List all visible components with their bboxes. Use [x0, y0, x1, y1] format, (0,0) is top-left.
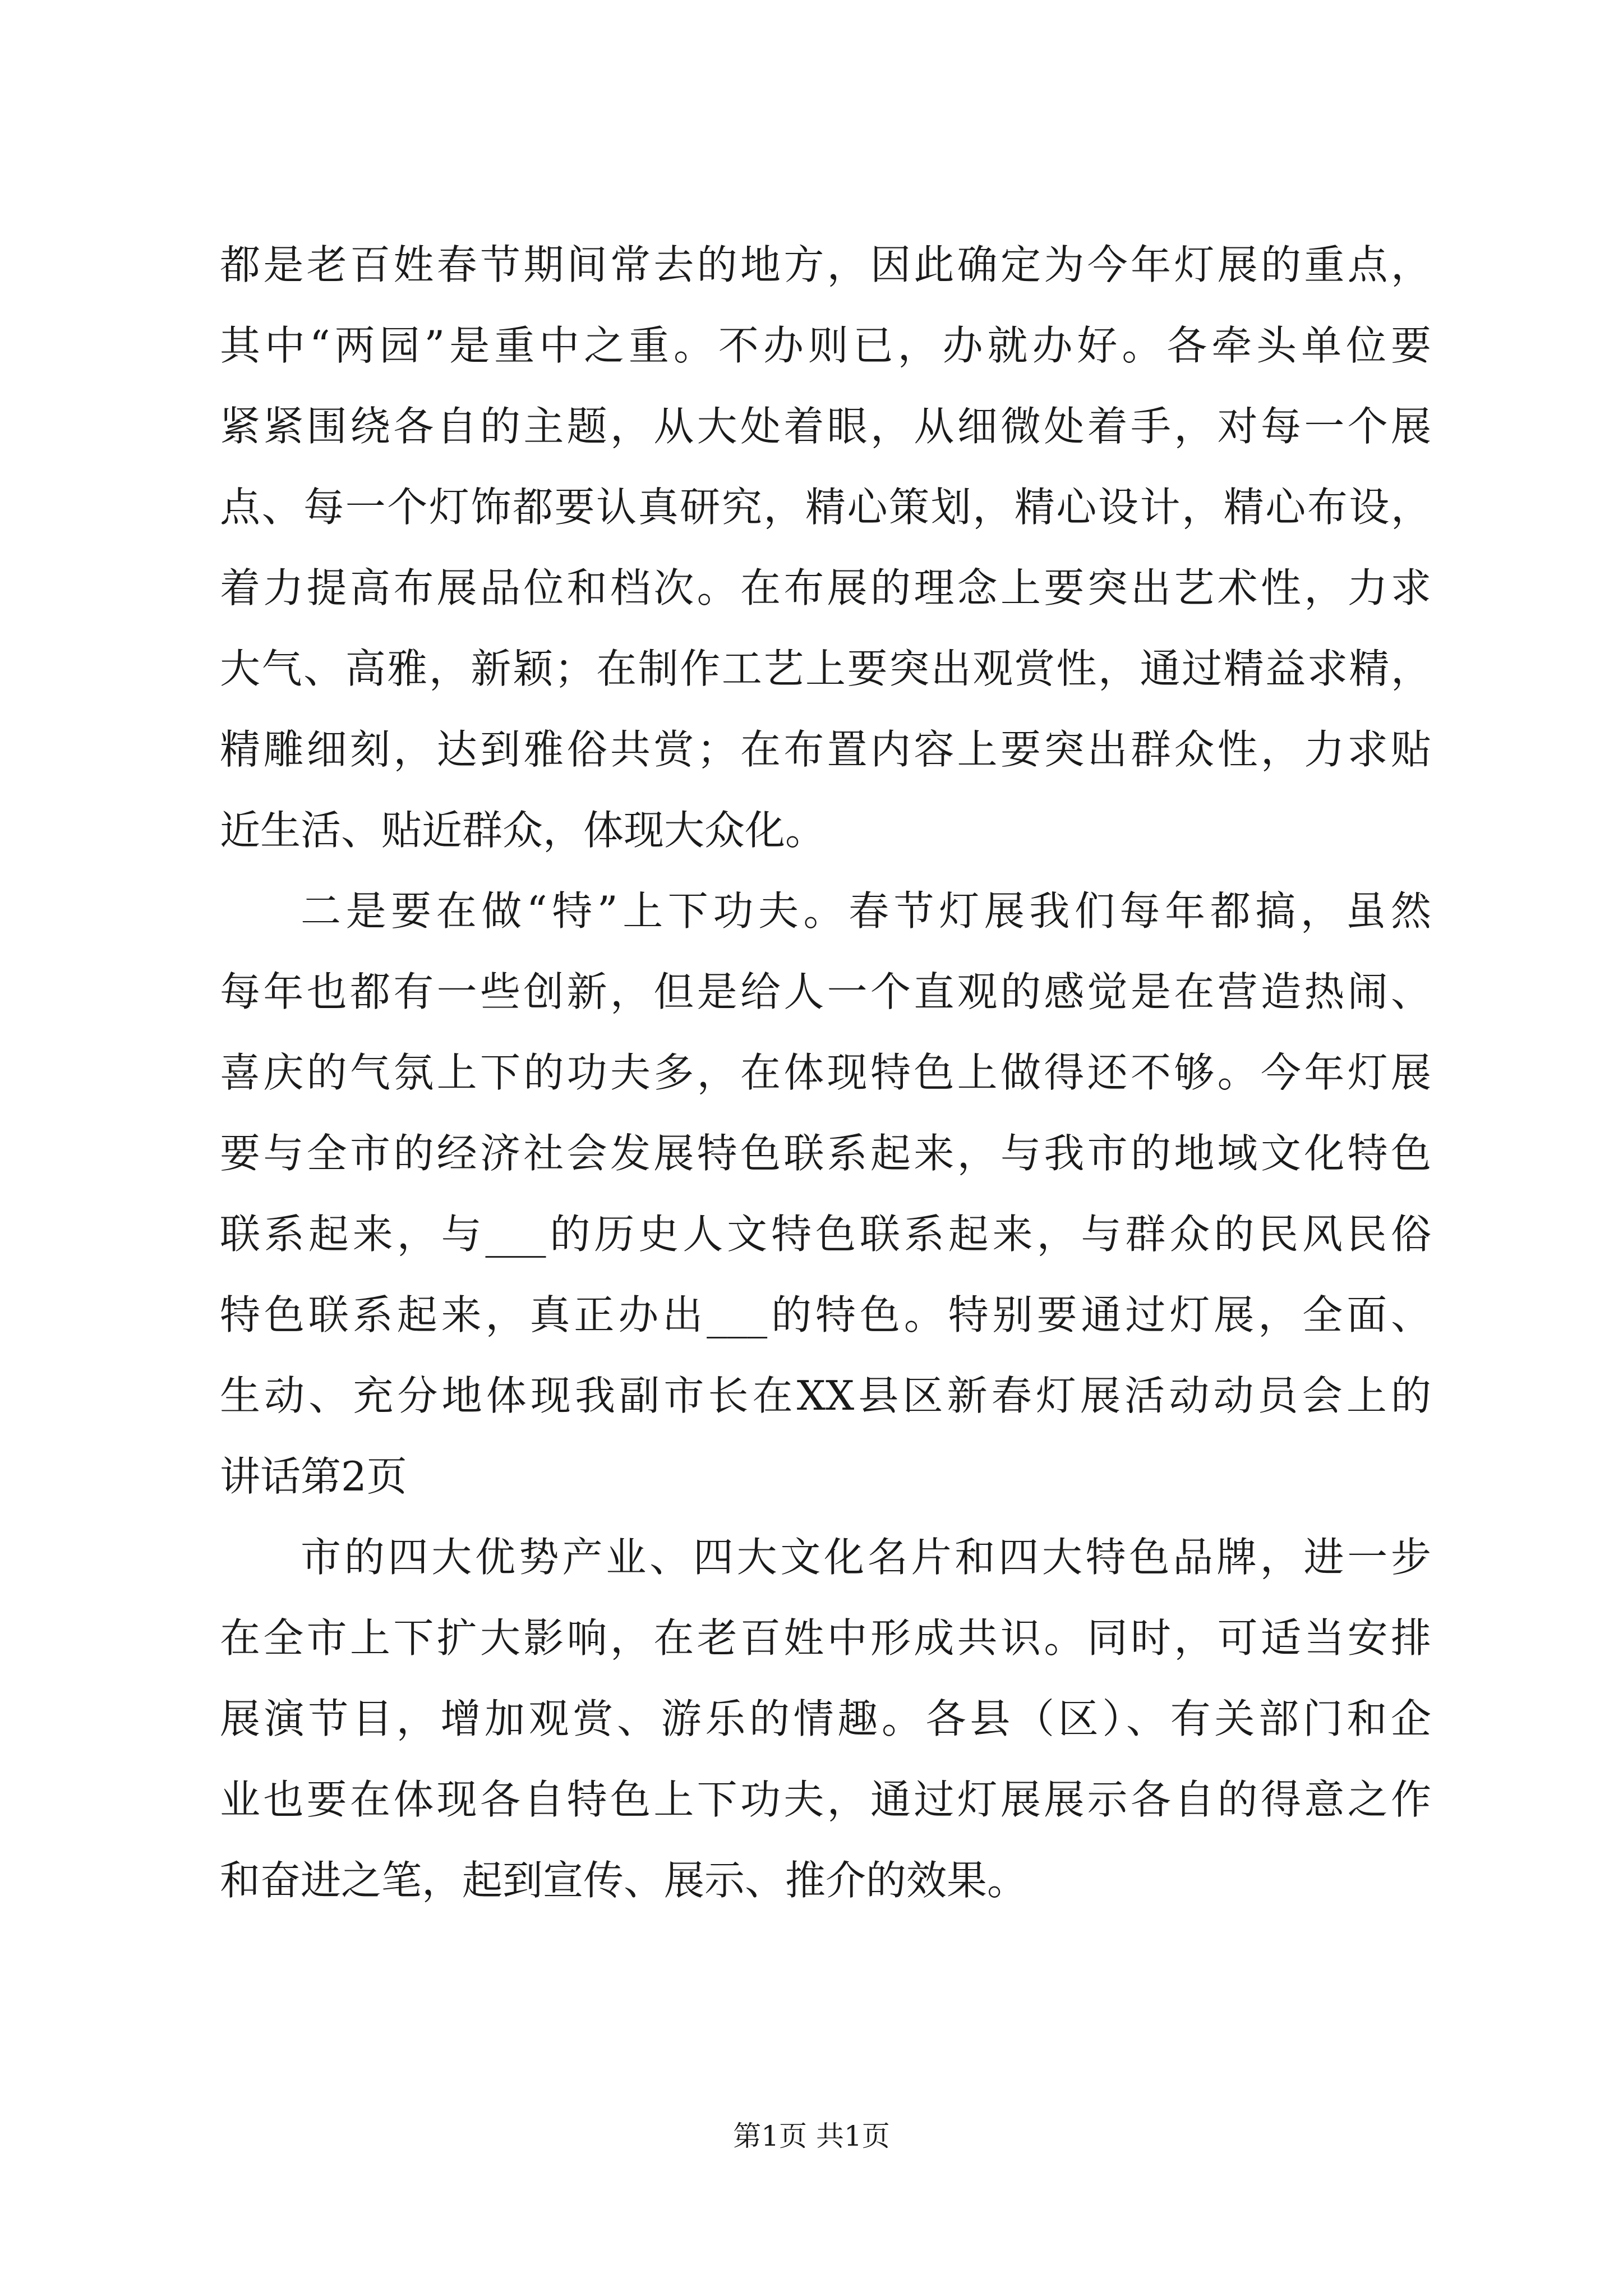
paragraph-line: 其中“两园”是重中之重。不办则已，办就办好。各牵头单位要 — [220, 322, 1431, 369]
paragraph-line: 都是老百姓春节期间常去的地方，因此确定为今年灯展的重点， — [220, 241, 1431, 288]
paragraph-line: 近生活、贴近群众，体现大众化。 — [220, 807, 826, 854]
paragraph-line: 喜庆的气氛上下的功夫多，在体现特色上做得还不够。今年灯展 — [220, 1049, 1431, 1096]
paragraph-line: 要与全市的经济社会发展特色联系起来，与我市的地域文化特色 — [220, 1130, 1431, 1177]
page-footer: 第1页 共1页 — [733, 2120, 890, 2152]
paragraph-line: 特色联系起来，真正办出___的特色。特别要通过灯展，全面、 — [220, 1291, 1431, 1338]
paragraph-line: 紧紧围绕各自的主题，从大处着眼，从细微处着手，对每一个展 — [220, 403, 1431, 450]
paragraph-line: 每年也都有一些创新，但是给人一个直观的感觉是在营造热闹、 — [220, 968, 1431, 1015]
paragraph-1 — [220, 224, 1431, 871]
document-body — [220, 224, 1431, 1921]
paragraph-line: 生动、充分地体现我副市长在XX县区新春灯展活动动员会上的 — [220, 1372, 1431, 1419]
paragraph-2 — [220, 871, 1431, 1517]
paragraph-line: 大气、高雅，新颖；在制作工艺上要突出观赏性，通过精益求精， — [220, 645, 1431, 692]
paragraph-line: 业也要在体现各自特色上下功夫，通过灯展展示各自的得意之作 — [220, 1776, 1431, 1823]
paragraph-line: 精雕细刻，达到雅俗共赏；在布置内容上要突出群众性，力求贴 — [220, 726, 1431, 773]
paragraph-line: 在全市上下扩大影响，在老百姓中形成共识。同时，可适当安排 — [220, 1614, 1431, 1662]
paragraph-line: 联系起来，与___的历史人文特色联系起来，与群众的民风民俗 — [220, 1211, 1431, 1258]
paragraph-line: 点、每一个灯饰都要认真研究，精心策划，精心设计，精心布设， — [220, 484, 1431, 531]
paragraph-line: 二是要在做“特”上下功夫。春节灯展我们每年都搞，虽然 — [301, 887, 1431, 935]
paragraph-line: 和奋进之笔，起到宣传、展示、推介的效果。 — [220, 1857, 1028, 1904]
paragraph-line: 市的四大优势产业、四大文化名片和四大特色品牌，进一步 — [301, 1534, 1431, 1581]
paragraph-line: 讲话第2页 — [220, 1453, 407, 1500]
paragraph-line: 着力提高布展品位和档次。在布展的理念上要突出艺术性，力求 — [220, 564, 1431, 611]
paragraph-3 — [220, 1517, 1431, 1921]
paragraph-line: 展演节目，增加观赏、游乐的情趣。各县（区）、有关部门和企 — [220, 1695, 1431, 1742]
